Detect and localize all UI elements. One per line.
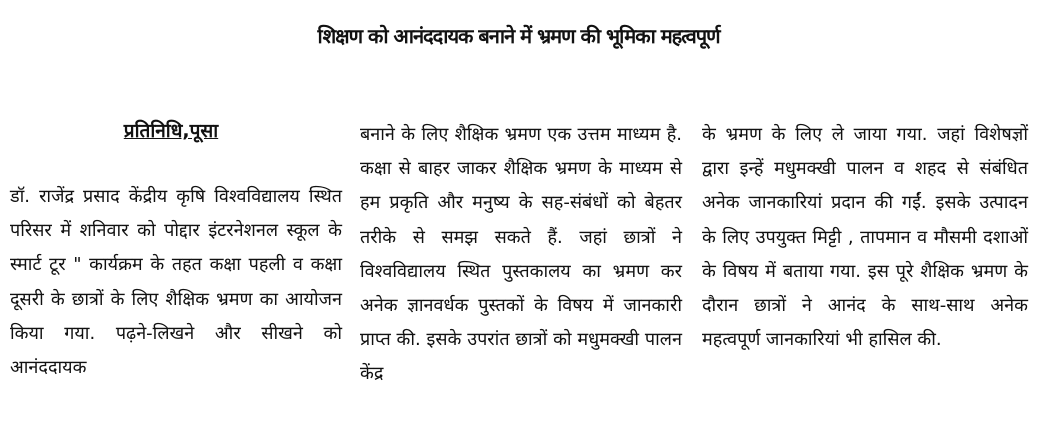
column-2-text: बनाने के लिए शैक्षिक भ्रमण एक उत्तम माध्यम है. कक्षा से बाहर जाकर शैक्षिक भ्रमण के माध्यम से हम प्रकृति और मनुष्य के सह-संबंधों को बेहतर तरीके से समझ सकते हैं. जहां छात्रों ने विश्वविद्यालय स्थित पुस्तकालय का भ्रमण कर अनेक ज्ञानवर्धक पुस्तकों के विषय में जानकारी प्राप्त की. इसके उपरांत छात्रों को मधुमक्खी पालन केंद्र [360,124,682,385]
column-1-text: डॉ. राजेंद्र प्रसाद केंद्रीय कृषि विश्वविद्यालय स्थित परिसर में शनिवार को पोद्दार इंटरनेशनल स्कूल के स्मार्ट टूर " कार्यक्रम के तहत कक्षा पहली व कक्षा दूसरी के छात्रों के लिए शैक्षिक भ्रमण का आयोजन किया गया. पढ़ने-लिखने और सीखने को आनंददायक [10,186,342,379]
article-column-2 [360,118,682,392]
article-column-3 [702,118,1028,357]
headline: शिक्षण को आनंददायक बनाने में भ्रमण की भूमिका महत्वपूर्ण [317,24,720,48]
column-3-text: के भ्रमण के लिए ले जाया गया. जहां विशेषज्ञों द्वारा इन्हें मधुमक्खी पालन व शहद से संबंधित अनेक जानकारियां प्रदान की गईं. इसके उत्पादन के लिए उपयुक्त मिट्टी , तापमान व मौसमी दशाओं के विषय में बताया गया. इस पूरे शैक्षिक भ्रमण के दौरान छात्रों ने आनंद के साथ-साथ अनेक महत्वपूर्ण जानकारियां भी हासिल की. [702,124,1028,351]
article-column-1 [10,118,342,385]
byline: प्रतिनिधि,पूसा [123,120,219,142]
